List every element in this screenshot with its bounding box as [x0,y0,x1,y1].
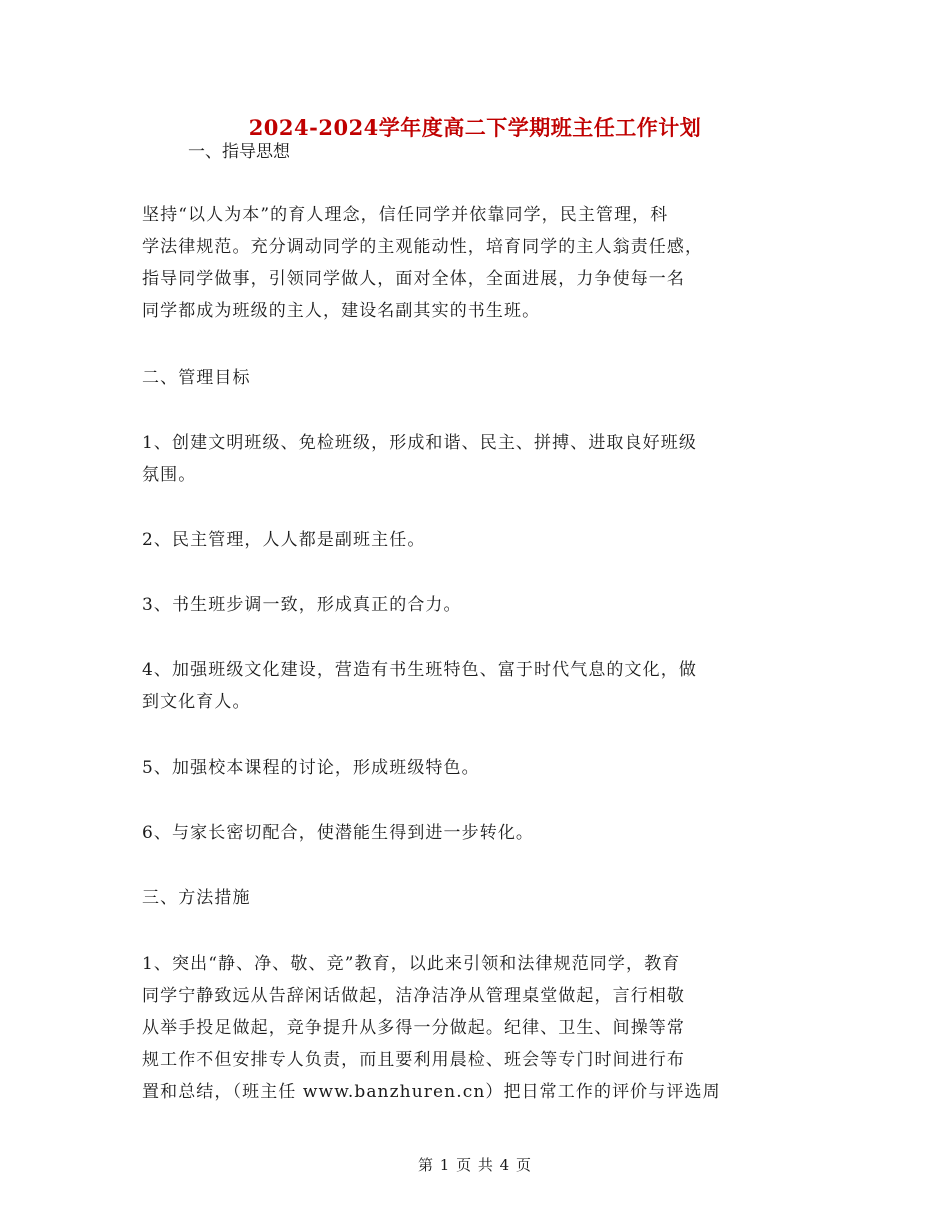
goal-line: 5、加强校本课程的讨论，形成班级特色。 [142,758,480,778]
goal-item-5 [142,752,810,784]
section-heading-guiding-thought: 一、指导思想 [188,142,290,162]
goal-line: 2、民主管理，人人都是副班主任。 [142,530,426,550]
goal-item-2 [142,524,810,556]
document-title: 2024-2024学年度高二下学期班主任工作计划 [248,115,702,140]
goal-line: 氛围。 [142,465,197,485]
paragraph-line: 1、突出“静、净、敬、竞”教育，以此来引领和法律规范同学，教育 [142,954,681,974]
section-heading-management-goals [142,362,810,394]
section-heading-methods [142,882,810,914]
paragraph-line: 从举手投足做起，竞争提升从多得一分做起。纪律、卫生、间操等常 [142,1018,685,1038]
paragraph-line: 同学都成为班级的主人，建设名副其实的书生班。 [142,301,541,321]
goal-line: 到文化育人。 [142,692,251,712]
page-footer: 第 1 页 共 4 页 [418,1156,532,1174]
paragraph-line: 坚持“以人为本”的育人理念，信任同学并依靠同学，民主管理，科 [142,205,669,225]
goal-line: 6、与家长密切配合，使潜能生得到进一步转化。 [142,823,535,843]
goal-item-6 [142,817,810,849]
paragraph-guiding-thought [142,199,810,327]
goal-line: 3、书生班步调一致，形成真正的合力。 [142,595,462,615]
paragraph-line: 同学宁静致远从告辞闲话做起，洁净洁净从管理桌堂做起，言行相敬 [142,986,685,1006]
paragraph-line: 规工作不但安排专人负责，而且要利用晨检、班会等专门时间进行布 [142,1050,685,1070]
section-heading-text: 二、管理目标 [142,368,251,388]
paragraph-line: 指导同学做事，引领同学做人，面对全体，全面进展，力争使每一名 [142,269,685,289]
paragraph-methods [142,948,810,1108]
goal-item-3 [142,589,810,621]
goal-item-1 [142,427,810,491]
paragraph-line: 置和总结，（班主任 www.banzhuren.cn）把日常工作的评价与评选周 [142,1082,721,1102]
goal-line: 1、创建文明班级、免检班级，形成和谐、民主、拼搏、进取良好班级 [142,433,697,453]
goal-line: 4、加强班级文化建设，营造有书生班特色、富于时代气息的文化，做 [142,660,697,680]
paragraph-line: 学法律规范。充分调动同学的主观能动性，培育同学的主人翁责任感， [142,237,704,257]
section-heading-text: 三、方法措施 [142,888,251,908]
goal-item-4 [142,654,810,718]
